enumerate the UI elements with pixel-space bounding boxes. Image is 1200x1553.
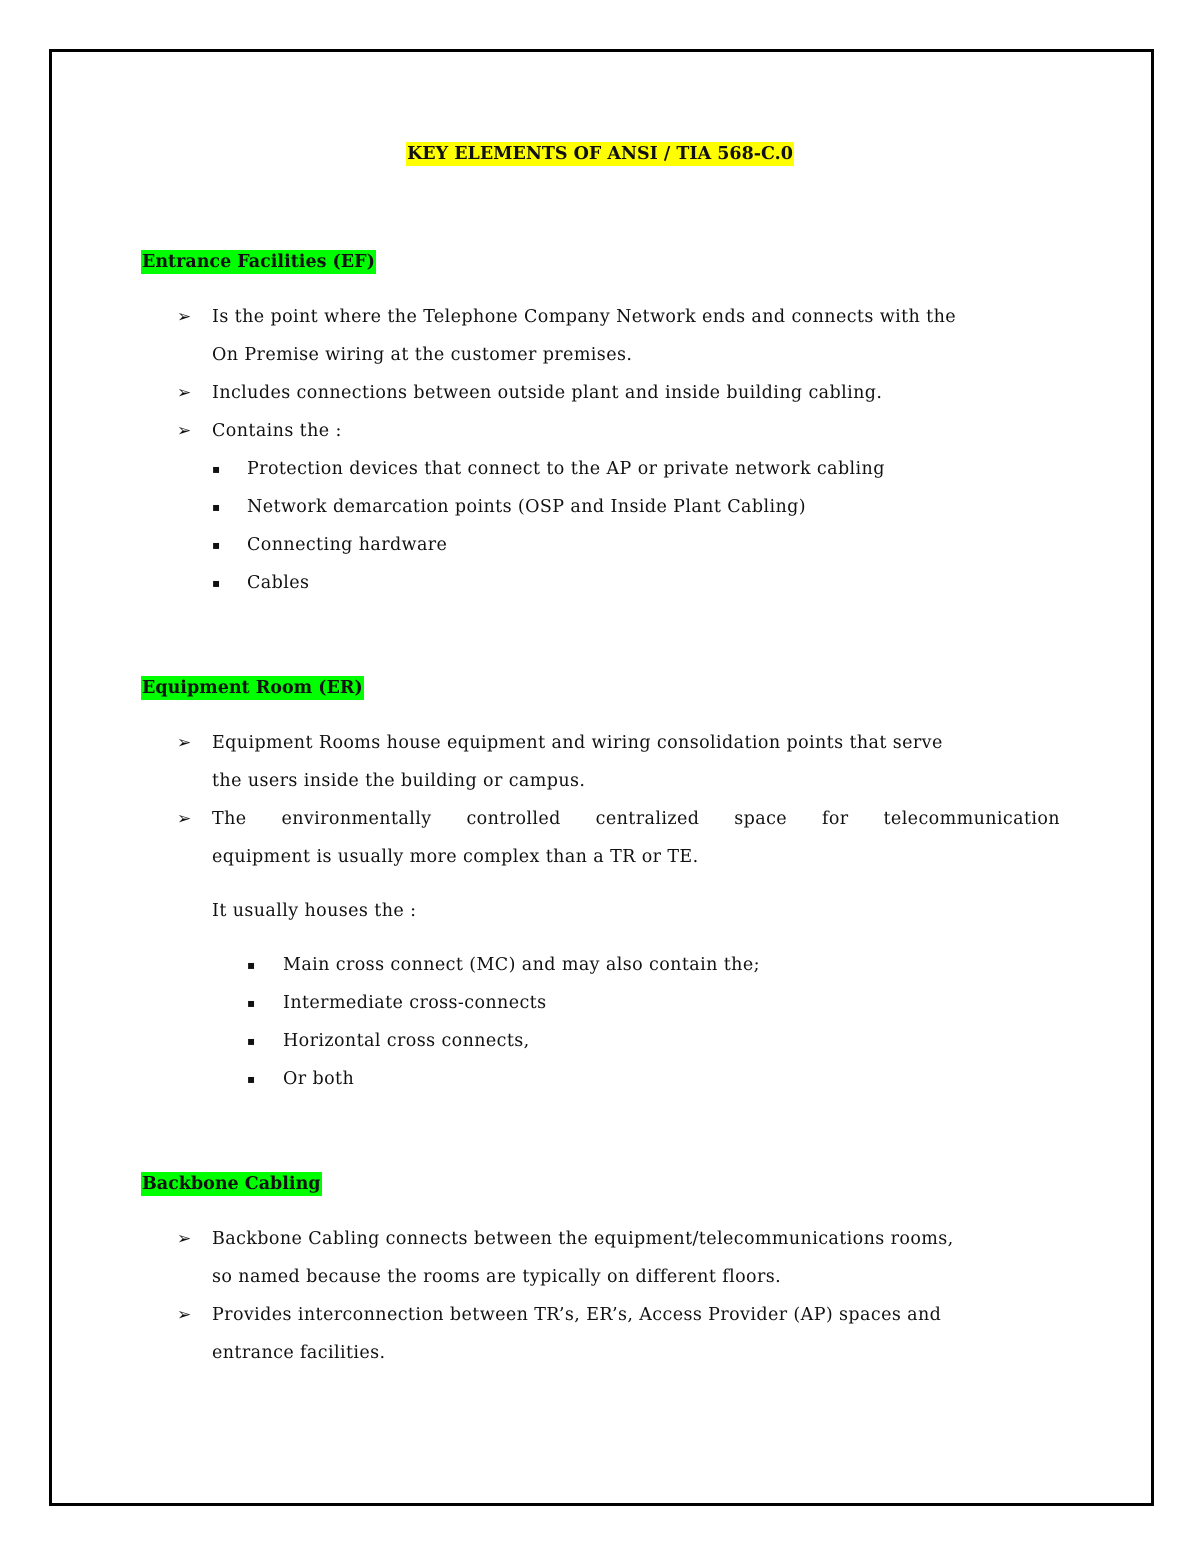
arrow-bullet-icon: ➢ — [177, 1305, 192, 1325]
ef-sub-item: Connecting hardware — [247, 535, 448, 555]
square-bullet-icon: ▪ — [247, 1034, 256, 1048]
heading-equipment-room-text: Equipment Room (ER) — [142, 678, 363, 698]
er-bullet1-line2: the users inside the building or campus. — [212, 771, 586, 791]
bc-bullet2-line1: Provides interconnection between TR’s, ER’s, Access Provider (AP) spaces and — [212, 1305, 942, 1325]
justified-word: The — [212, 809, 247, 829]
arrow-bullet-icon: ➢ — [177, 383, 192, 403]
justified-word: centralized — [595, 809, 700, 829]
ef-bullet1-line1: Is the point where the Telephone Company Network ends and connects with the — [212, 307, 956, 327]
justified-word: for — [821, 809, 849, 829]
arrow-bullet-icon: ➢ — [177, 809, 192, 829]
justified-word: environmentally — [281, 809, 432, 829]
arrow-bullet-icon: ➢ — [177, 421, 192, 441]
er-bullet2-line1 — [212, 800, 1060, 838]
justified-word: controlled — [466, 809, 561, 829]
er-sub-item: Intermediate cross-connects — [283, 993, 547, 1013]
er-houses-intro: It usually houses the : — [212, 901, 417, 921]
square-bullet-icon: ▪ — [212, 576, 221, 590]
heading-entrance-facilities-text: Entrance Facilities (EF) — [142, 252, 375, 272]
er-sub-item: Or both — [283, 1069, 355, 1089]
ef-sub-item: Network demarcation points (OSP and Inside Plant Cabling) — [247, 497, 806, 517]
square-bullet-icon: ▪ — [212, 462, 221, 476]
ef-bullet1-line2: On Premise wiring at the customer premises. — [212, 345, 633, 365]
heading-entrance-facilities — [141, 252, 376, 272]
square-bullet-icon: ▪ — [247, 958, 256, 972]
square-bullet-icon: ▪ — [212, 500, 221, 514]
ef-bullet2: Includes connections between outside plant and inside building cabling. — [212, 383, 883, 403]
heading-backbone-cabling-text: Backbone Cabling — [142, 1174, 321, 1194]
square-bullet-icon: ▪ — [247, 996, 256, 1010]
arrow-bullet-icon: ➢ — [177, 307, 192, 327]
er-bullet2-line2: equipment is usually more complex than a TR or TE. — [212, 847, 699, 867]
ef-bullet3: Contains the : — [212, 421, 342, 441]
er-sub-item: Main cross connect (MC) and may also contain the; — [283, 955, 760, 975]
bc-bullet2-line2: entrance facilities. — [212, 1343, 386, 1363]
heading-backbone-cabling — [141, 1174, 322, 1194]
document-title — [0, 144, 1200, 164]
square-bullet-icon: ▪ — [212, 538, 221, 552]
heading-equipment-room — [141, 678, 364, 698]
square-bullet-icon: ▪ — [247, 1072, 256, 1086]
bc-bullet1-line1: Backbone Cabling connects between the equipment/telecommunications rooms, — [212, 1229, 954, 1249]
arrow-bullet-icon: ➢ — [177, 733, 192, 753]
justified-word: telecommunication — [883, 809, 1060, 829]
ef-sub-item: Protection devices that connect to the AP or private network cabling — [247, 459, 885, 479]
ef-sub-item: Cables — [247, 573, 310, 593]
er-bullet1-line1: Equipment Rooms house equipment and wiring consolidation points that serve — [212, 733, 943, 753]
arrow-bullet-icon: ➢ — [177, 1229, 192, 1249]
justified-word: space — [734, 809, 788, 829]
bc-bullet1-line2: so named because the rooms are typically on different floors. — [212, 1267, 782, 1287]
er-sub-item: Horizontal cross connects, — [283, 1031, 530, 1051]
document-title-text: KEY ELEMENTS OF ANSI / TIA 568-C.0 — [407, 144, 793, 164]
